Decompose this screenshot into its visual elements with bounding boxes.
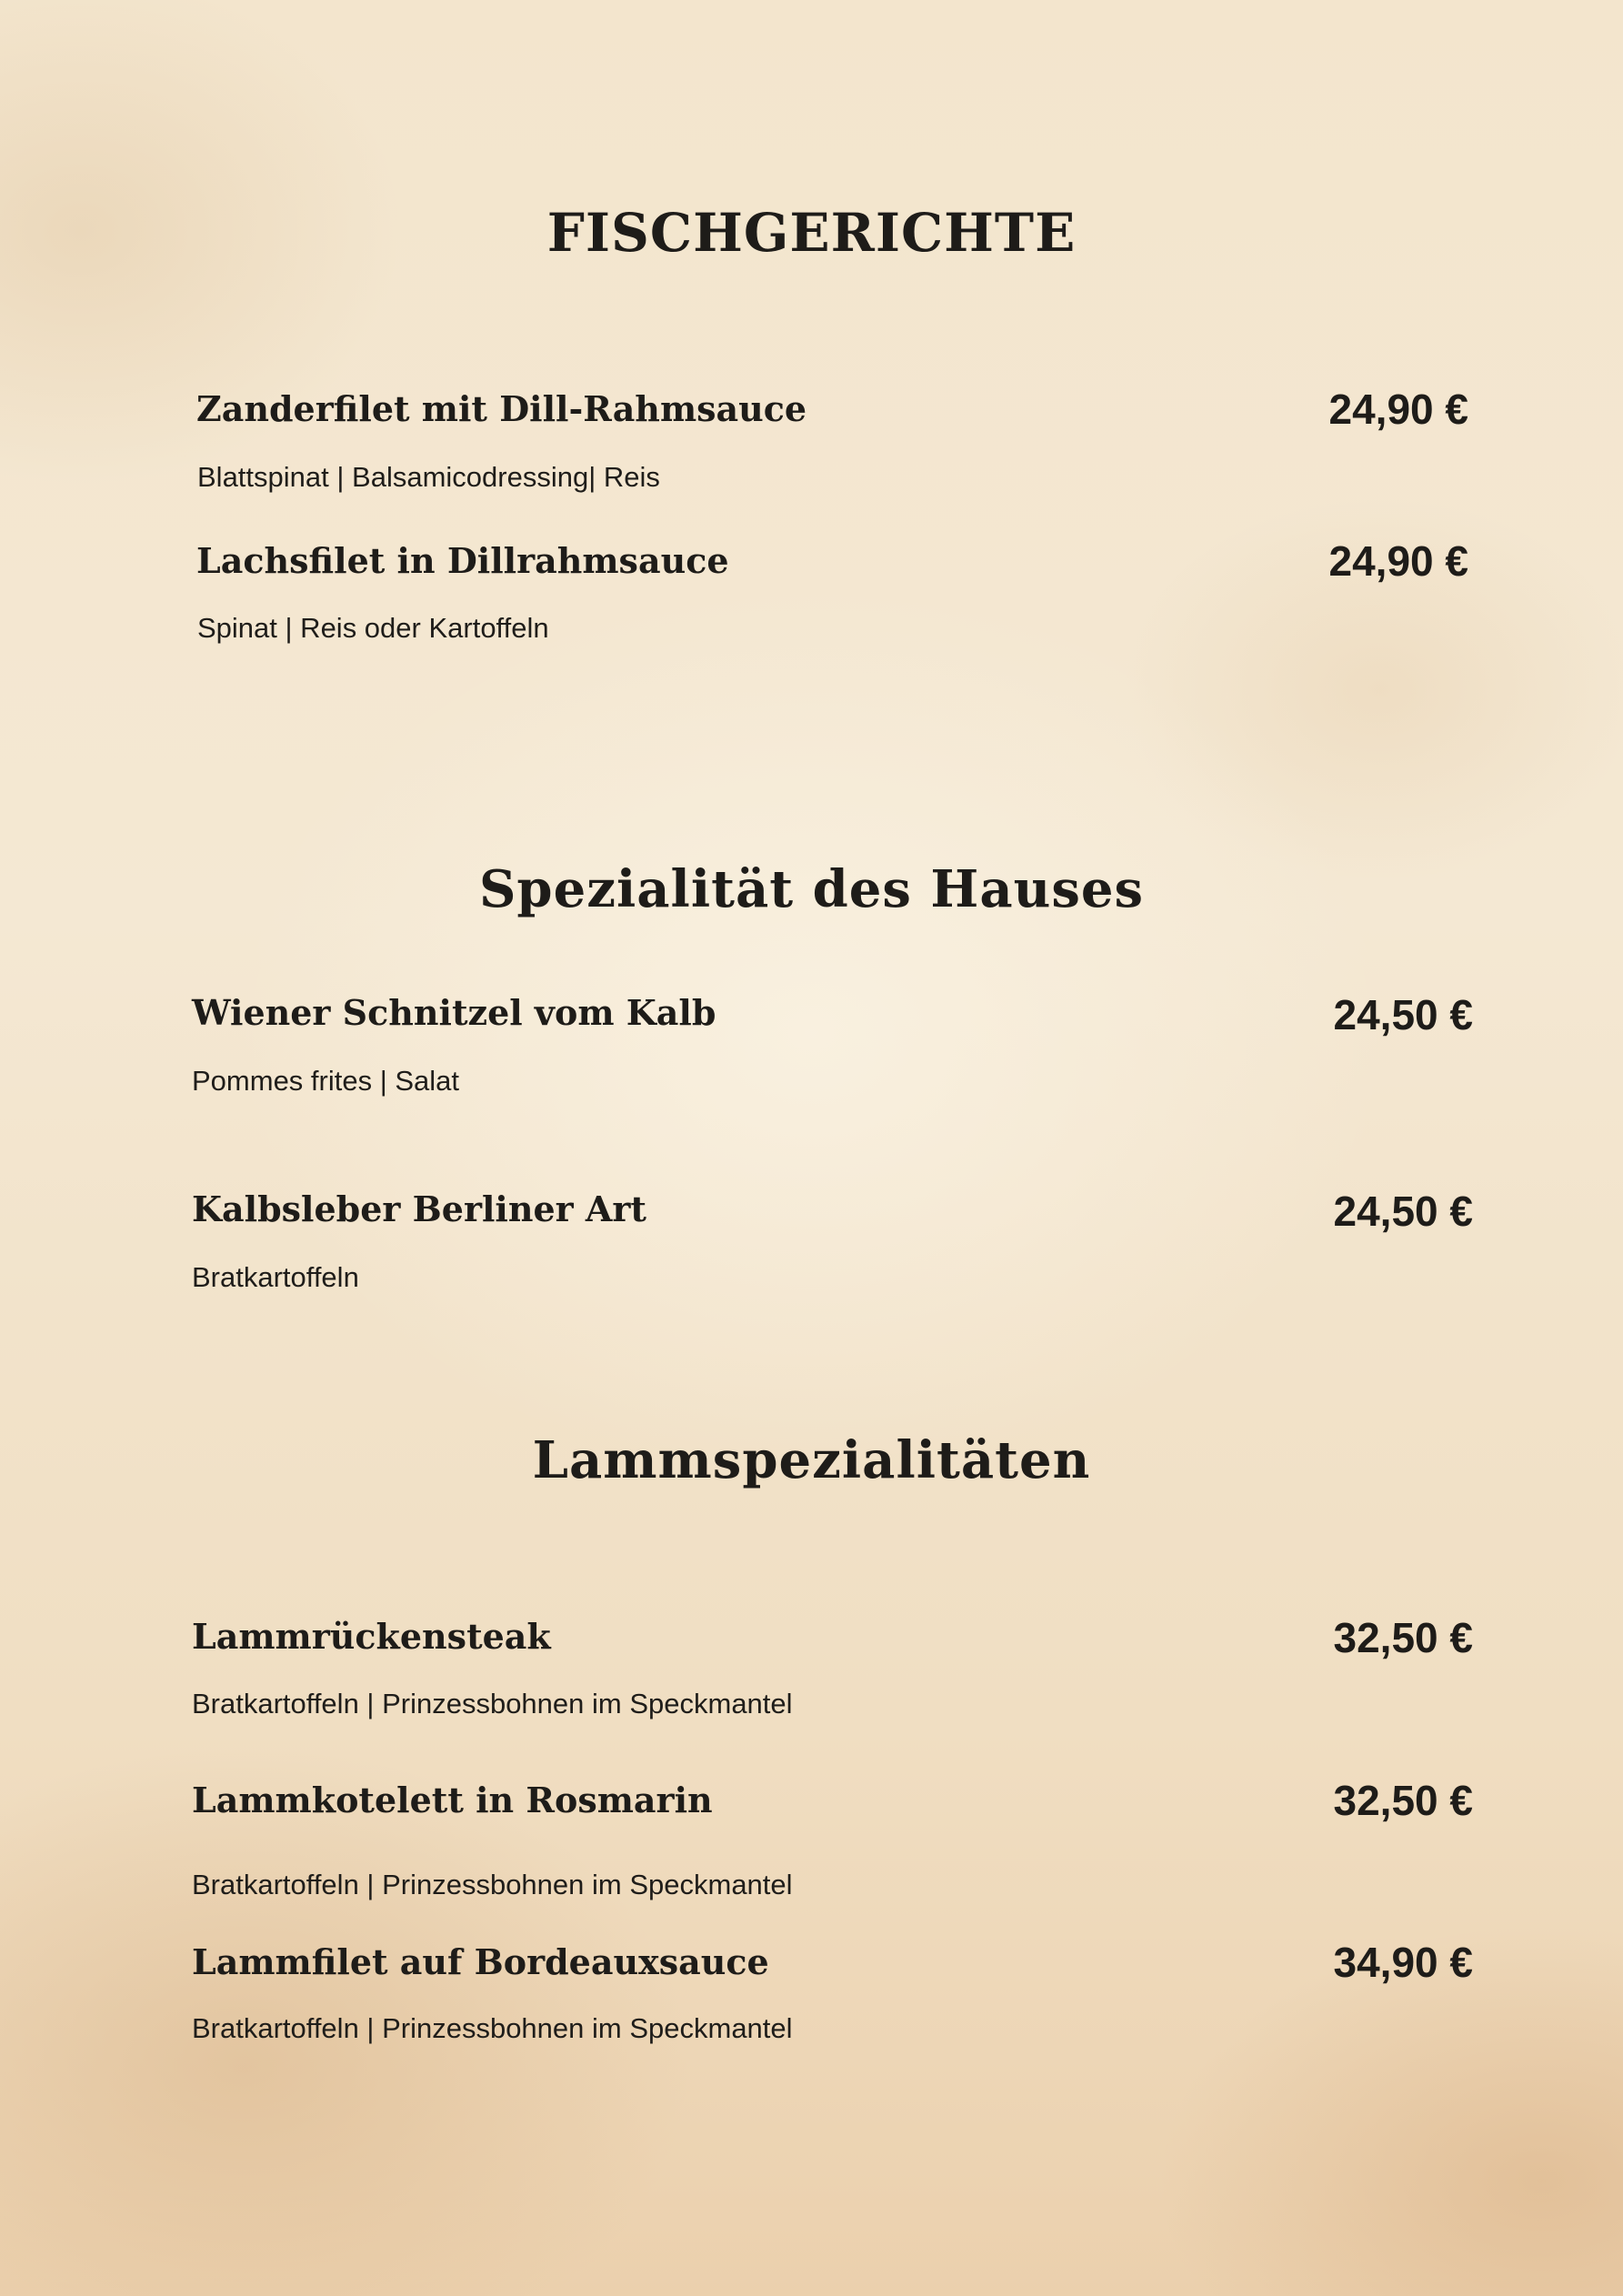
- dish-description: Bratkartoffeln: [192, 1261, 359, 1293]
- dish-name: Lammfilet auf Bordeauxsauce: [192, 1941, 769, 1982]
- dish-price: 24,50 €: [1333, 991, 1473, 1038]
- dish-description: Pommes frites | Salat: [192, 1065, 460, 1097]
- dish-description: Bratkartoffeln | Prinzessbohnen im Speckmantel: [192, 2012, 793, 2044]
- dish-description: Bratkartoffeln | Prinzessbohnen im Speckmantel: [192, 1688, 793, 1719]
- dish-name: Lammkotelett in Rosmarin: [192, 1780, 713, 1820]
- dish-description: Bratkartoffeln | Prinzessbohnen im Speckmantel: [192, 1869, 793, 1900]
- dish-description: Blattspinat | Balsamicodressing| Reis: [197, 461, 660, 493]
- dish-price: 32,50 €: [1333, 1614, 1473, 1661]
- section-title-spezialitaet: Spezialität des Hauses: [478, 859, 1145, 919]
- dish-description: Spinat | Reis oder Kartoffeln: [197, 612, 549, 644]
- dish-price: 24,90 €: [1328, 386, 1468, 433]
- section-title-lammspezialitaeten: Lammspezialitäten: [532, 1430, 1091, 1490]
- dish-price: 32,50 €: [1333, 1777, 1473, 1824]
- section-title-fischgerichte: FISCHGERICHTE: [546, 202, 1077, 264]
- dish-price: 24,90 €: [1328, 537, 1468, 585]
- dish-name: Wiener Schnitzel vom Kalb: [192, 992, 716, 1033]
- dish-name: Lachsfilet in Dillrahmsauce: [196, 540, 729, 581]
- dish-price: 34,90 €: [1333, 1939, 1473, 1986]
- dish-name: Zanderfilet mit Dill-Rahmsauce: [196, 388, 807, 429]
- dish-name: Lammrückensteak: [192, 1616, 551, 1657]
- dish-name: Kalbsleber Berliner Art: [192, 1188, 646, 1229]
- dish-price: 24,50 €: [1333, 1188, 1473, 1235]
